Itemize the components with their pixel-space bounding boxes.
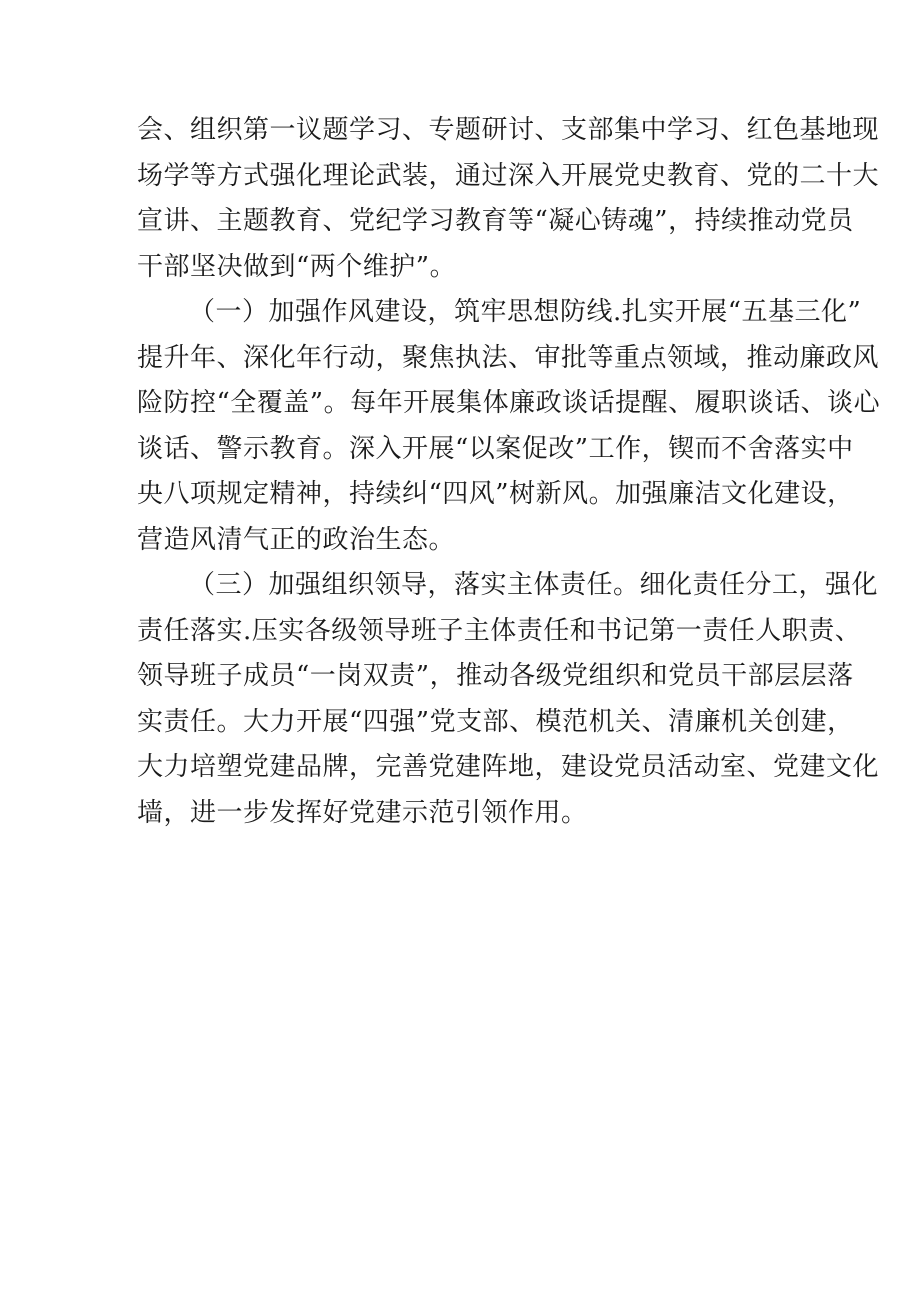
paragraph-2 [137, 290, 881, 563]
paragraph-line: 提升年、深化年行动，聚焦执法、审批等重点领域，推动廉政风 [137, 342, 880, 373]
paragraph-line: 宣讲、主题教育、党纪学习教育等“凝心铸魂”，持续推动党员 [137, 206, 854, 236]
paragraph-line: 大力培塑党建品牌，完善党建阵地，建设党员活动室、党建文化 [137, 752, 880, 782]
paragraph-line: （三）加强组织领导，落实主体责任。细化责任分工，强化 [189, 570, 879, 600]
paragraph-line: 营造风清气正的政治生态。 [137, 524, 456, 555]
paragraph-line: 领导班子成员“一岗双责”，推动各级党组织和党员干部层层落 [137, 661, 854, 691]
paragraph-3 [137, 563, 880, 836]
paragraph-line: 墙，进一步发挥好党建示范引领作用。 [137, 797, 588, 828]
paragraph-line: 实责任。大力开展“四强”党支部、模范机关、清廉机关创建， [137, 706, 854, 737]
document-body [137, 108, 881, 836]
paragraph-line: 会、组织第一议题学习、专题研讨、支部集中学习、红色基地现 [137, 115, 880, 145]
paragraph-line: （一）加强作风建设，筑牢思想防线.扎实开展“五基三化” [189, 297, 862, 327]
paragraph-line: 场学等方式强化理论武装，通过深入开展党史教育、党的二十大 [137, 160, 880, 191]
paragraph-line: 险防控“全覆盖”。每年开展集体廉政谈话提醒、履职谈话、谈心 [137, 388, 881, 418]
paragraph-1 [137, 108, 880, 290]
paragraph-line: 干部坚决做到“两个维护”。 [137, 251, 457, 282]
paragraph-line: 谈话、警示教育。深入开展“以案促改”工作，锲而不舍落实中 [137, 433, 854, 464]
paragraph-line: 责任落实.压实各级领导班子主体责任和书记第一责任人职责、 [137, 615, 862, 646]
paragraph-line: 央八项规定精神，持续纠“四风”树新风。加强廉洁文化建设， [137, 479, 854, 509]
